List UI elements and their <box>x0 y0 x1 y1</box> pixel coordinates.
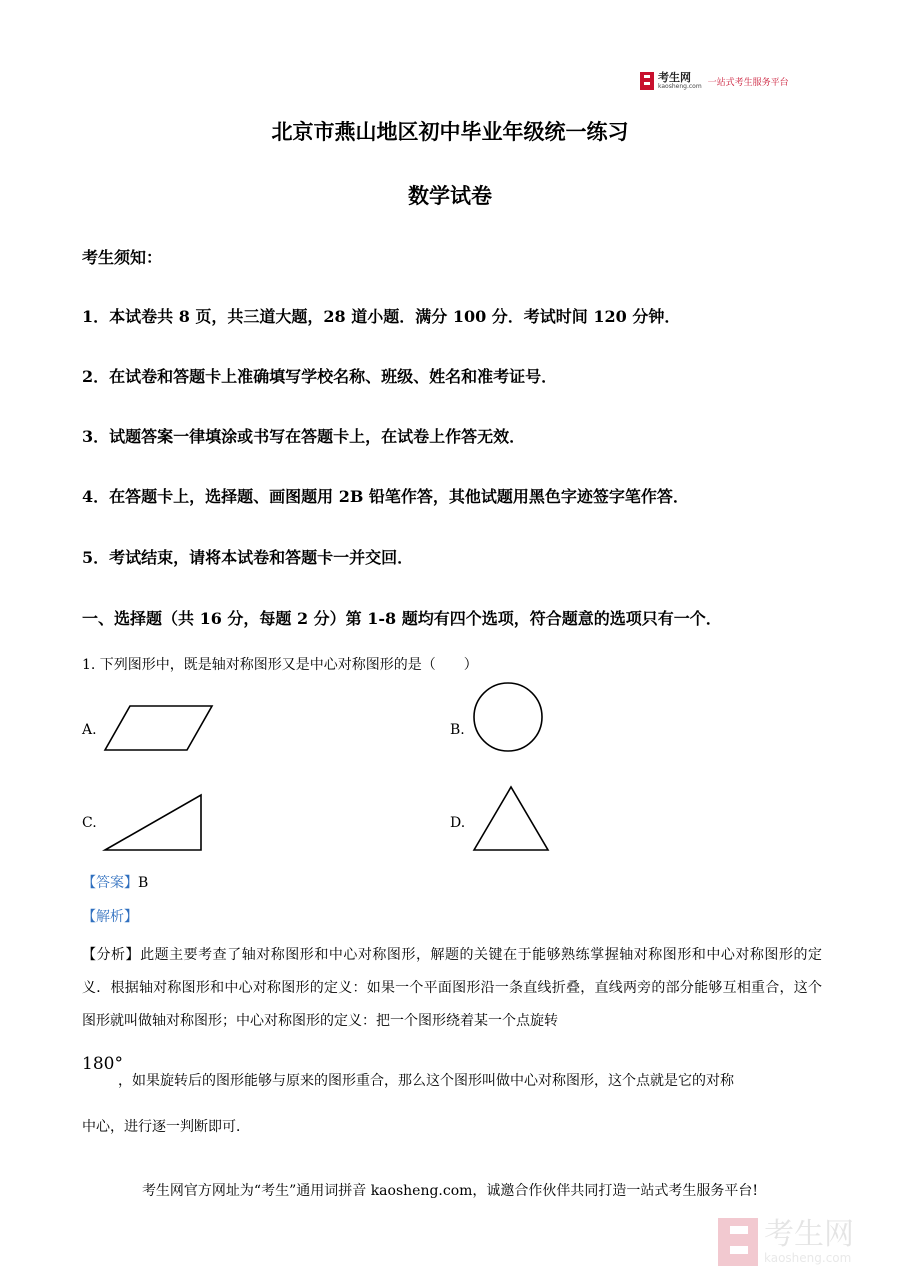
notice-item-4: 4．在答题卡上，选择题、画图题用 2B 铅笔作答，其他试题用黑色字迹签字笔作答． <box>82 487 689 506</box>
analysis-tag: 【解析】 <box>82 909 138 925</box>
logo-domain: kaosheng.com <box>658 83 702 90</box>
equilateral-triangle-figure <box>468 782 554 856</box>
right-triangle-figure <box>100 790 210 856</box>
option-b-label: B. <box>450 722 465 738</box>
analysis-paragraph-3: 中心，进行逐一判断即可． <box>82 1119 250 1135</box>
question-stem: 1. 下列图形中，既是轴对称图形又是中心对称图形的是（ ） <box>82 657 478 673</box>
answer-line <box>82 872 148 892</box>
watermark-name: 考生网 <box>764 1217 854 1252</box>
notice-heading: 考生须知： <box>82 248 163 267</box>
analysis-paragraph-2: ，如果旋转后的图形能够与原来的图形重合，那么这个图形叫做中心对称图形，这个点就是它的对称 <box>118 1073 734 1089</box>
logo-text <box>658 72 702 90</box>
option-a-label: A. <box>82 722 97 738</box>
notice-item-3: 3．试题答案一律填涂或书写在答题卡上，在试卷上作答无效． <box>82 427 526 446</box>
notice-item-5: 5．考试结束，请将本试卷和答题卡一并交回． <box>82 548 414 567</box>
logo-name: 考生网 <box>658 71 691 84</box>
answer-tag: 【答案】 <box>82 875 138 891</box>
watermark-logo <box>718 1218 854 1266</box>
watermark-icon <box>718 1218 758 1266</box>
exam-title: 北京市燕山地区初中毕业年级统一练习 <box>271 119 629 144</box>
kaosheng-logo-icon <box>640 72 654 90</box>
exam-subtitle: 数学试卷 <box>408 183 492 208</box>
footer-text: 考生网官方网址为“考生”通用词拼音 kaosheng.com，诚邀合作伙伴共同打造一站式考生服务平台! <box>141 1183 759 1199</box>
notice-item-1: 1．本试卷共 8 页，共三道大题，28 道小题．满分 100 分．考试时间 120 分钟． <box>82 307 681 326</box>
watermark-domain: kaosheng.com <box>764 1251 852 1265</box>
option-d-label: D. <box>450 815 466 831</box>
option-c-label: C. <box>82 815 97 831</box>
rotation-angle: 180° <box>82 1054 123 1074</box>
answer-value: B <box>138 875 149 891</box>
section-heading: 一、选择题（共 16 分，每题 2 分）第 1-8 题均有四个选项，符合题意的选项只有一个． <box>82 609 722 628</box>
logo-slogan: 一站式考生服务平台 <box>707 77 789 88</box>
notice-item-2: 2．在试卷和答题卡上准确填写学校名称、班级、姓名和准考证号． <box>82 367 558 386</box>
parallelogram-figure <box>100 700 220 756</box>
watermark-text <box>764 1219 854 1265</box>
analysis-paragraph-1: 【分析】此题主要考查了轴对称图形和中心对称图形，解题的关键在于能够熟练掌握轴对称图形和中心对称图形的定义．根据轴对称图形和中心对称图形的定义：如果一个平面图形沿一条直线折叠，直线两旁的部分能够互相重合，这个图形就叫做轴对称图形；中心对称图形的定义：把一个图形绕着某一个点旋转 <box>82 947 822 1029</box>
header-logo <box>640 72 789 90</box>
circle-figure <box>468 680 548 756</box>
